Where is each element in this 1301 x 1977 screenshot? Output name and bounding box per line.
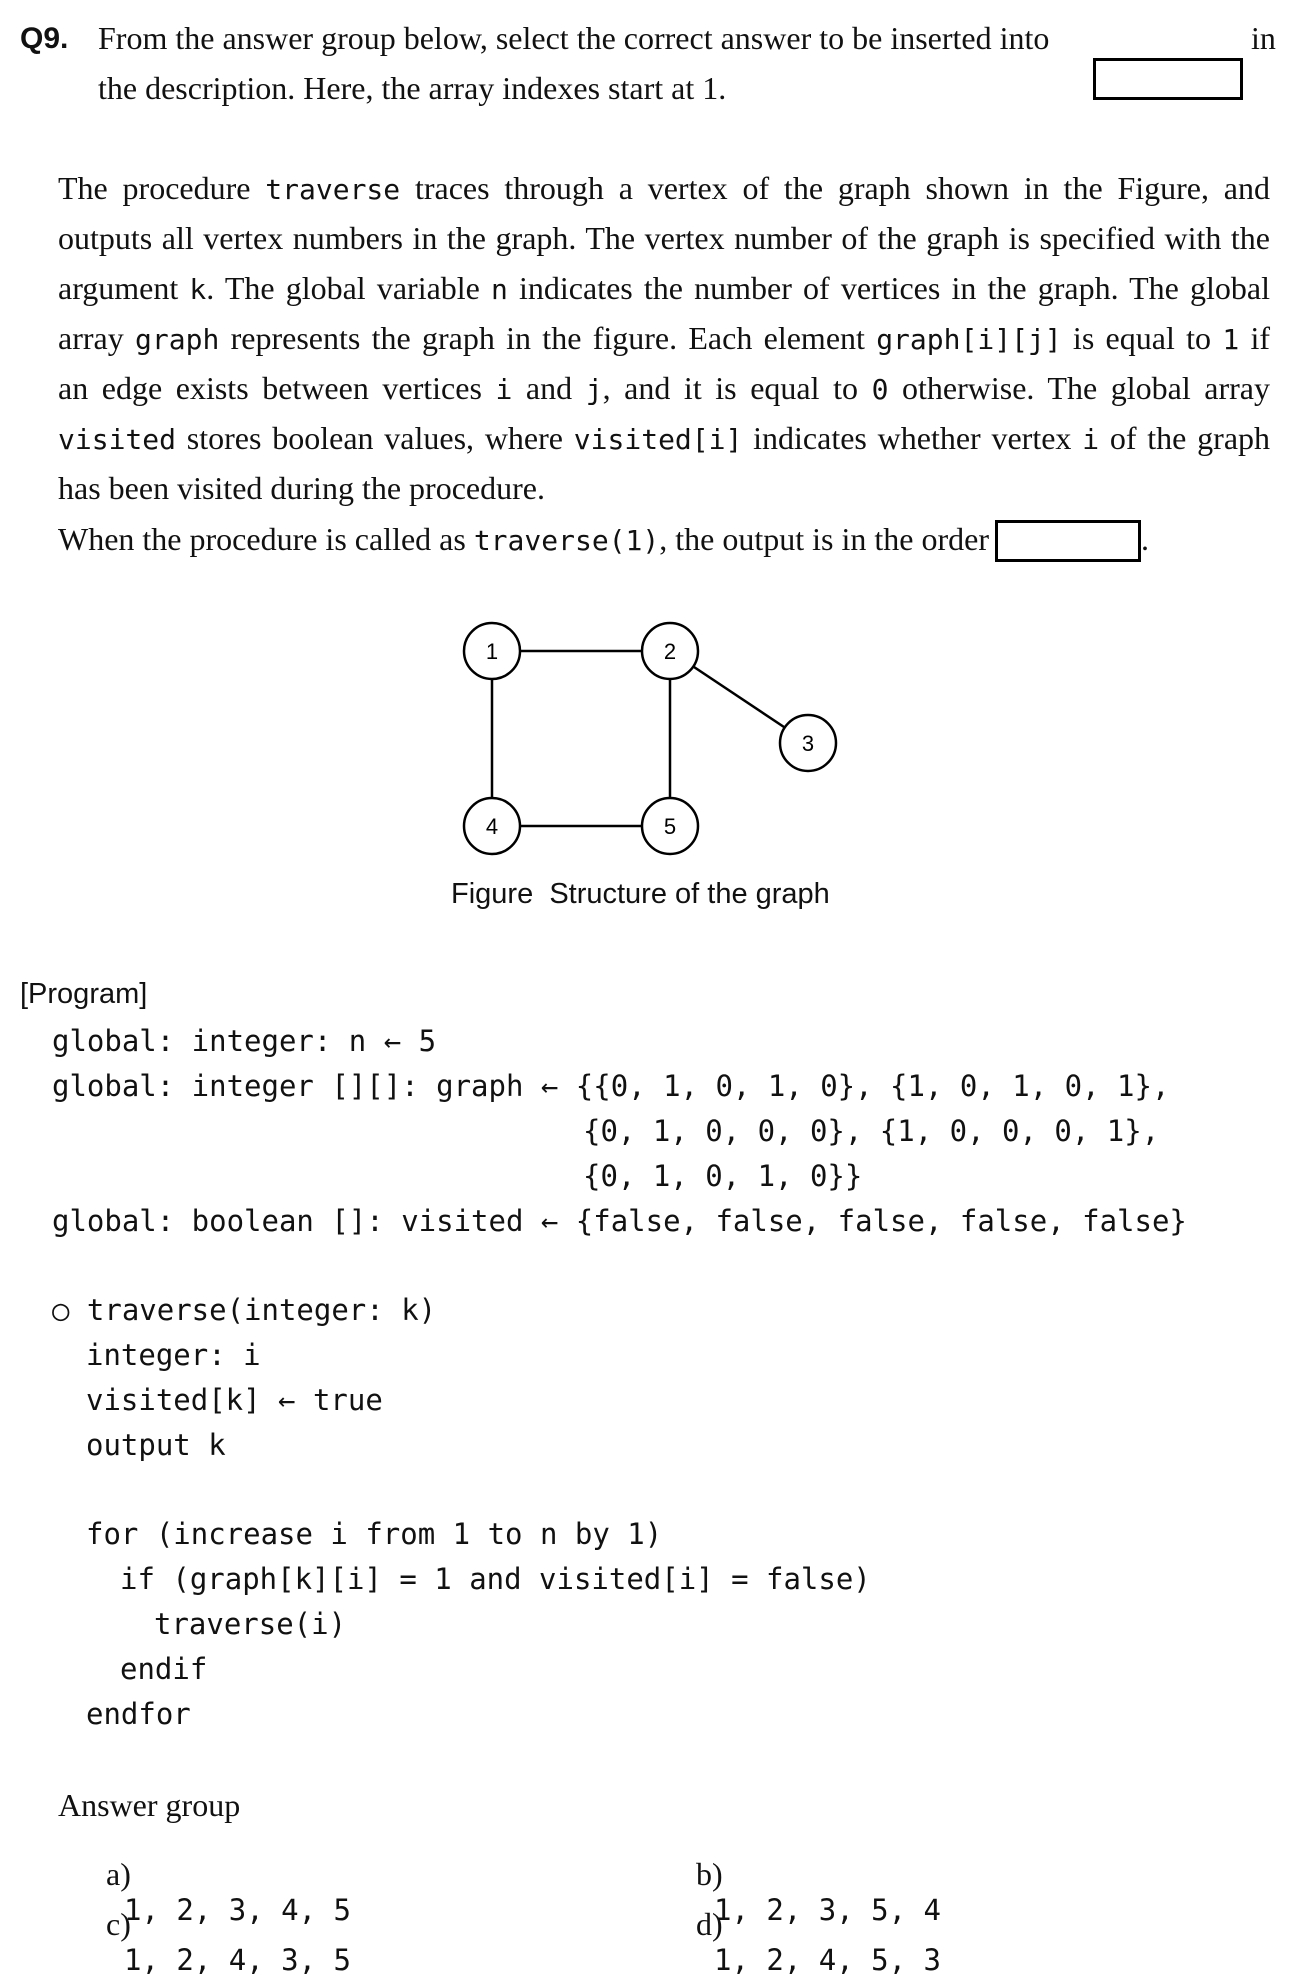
- question-line-1-end: in: [1251, 20, 1276, 56]
- code-zero: 0: [871, 373, 889, 406]
- svg-text:2: 2: [663, 639, 677, 664]
- code-k: k: [189, 273, 207, 306]
- svg-text:5: 5: [663, 814, 677, 839]
- question-number: Q9.: [20, 22, 69, 55]
- answer-blank-header: [1093, 22, 1243, 118]
- svg-text:1: 1: [485, 639, 499, 664]
- program-line-visit: visited[k] ← true: [86, 1383, 383, 1417]
- svg-text:4: 4: [485, 814, 499, 839]
- code-one: 1: [1222, 323, 1240, 356]
- answer-option-c[interactable]: [98, 1888, 351, 1977]
- code-traverse-1: traverse(1): [473, 524, 660, 557]
- option-c-label: c): [106, 1906, 131, 1942]
- desc-line-3: argument k. The global variable n indicates the number of vertices in the graph. The global: [58, 270, 1271, 306]
- program-line-endfor: endfor: [86, 1697, 191, 1731]
- code-visited-i: visited[i]: [573, 423, 743, 456]
- graph-figure: [440, 615, 860, 865]
- program-line-global-visited: global: boolean []: visited ← {false, false, false, false, false}: [52, 1204, 1187, 1238]
- option-d-value: 1, 2, 4, 5, 3: [714, 1943, 941, 1977]
- desc-line-5: an edge exists between vertices i and j, and it is equal to 0 otherwise. The global array: [58, 370, 1271, 406]
- option-a-label: a): [106, 1856, 131, 1892]
- program-label: [Program]: [20, 978, 148, 1010]
- program-line-endif: endif: [120, 1652, 208, 1686]
- program-line-global-graph: global: integer [][]: graph ← {{0, 1, 0, 1, 0}, {1, 0, 1, 0, 1},: [52, 1069, 1170, 1103]
- code-traverse: traverse: [265, 173, 401, 206]
- option-b-label: b): [696, 1856, 723, 1892]
- program-line-for: for (increase i from 1 to n by 1): [86, 1517, 663, 1551]
- code-graph-ij: graph[i][j]: [876, 323, 1062, 356]
- svg-text:3: 3: [801, 731, 815, 756]
- vertex-3: [780, 715, 836, 771]
- option-a-value: 1, 2, 3, 4, 5: [124, 1893, 351, 1927]
- desc-line-6: visited stores boolean values, where visited[i] indicates whether vertex i of the graph: [58, 420, 1271, 456]
- option-c-value: 1, 2, 4, 3, 5: [124, 1943, 351, 1977]
- program-line-graph-cont-1: {0, 1, 0, 0, 0}, {1, 0, 0, 0, 1},: [583, 1114, 1160, 1148]
- code-graph: graph: [135, 323, 220, 356]
- vertex-4: [464, 798, 520, 854]
- figure-caption: Figure Structure of the graph: [451, 878, 830, 910]
- vertex-2: [642, 623, 698, 679]
- program-line-recurse: traverse(i): [154, 1607, 347, 1641]
- desc-line-7: has been visited during the procedure.: [58, 470, 545, 506]
- program-line-global-n: global: integer: n ← 5: [52, 1024, 437, 1058]
- program-line-procedure: ○ traverse(integer: k): [52, 1293, 437, 1327]
- desc-line-8: When the procedure is called as traverse(1), the output is in the order .: [58, 520, 1149, 562]
- option-d-label: d): [696, 1906, 723, 1942]
- program-line-if: if (graph[k][i] = 1 and visited[i] = false): [120, 1562, 871, 1596]
- answer-option-d[interactable]: [688, 1888, 941, 1977]
- option-b-value: 1, 2, 3, 5, 4: [714, 1893, 941, 1927]
- program-line-graph-cont-2: {0, 1, 0, 1, 0}}: [583, 1159, 863, 1193]
- desc-line-2: outputs all vertex numbers in the graph. The vertex number of the graph is specified with the: [58, 220, 1270, 256]
- answer-group-title: Answer group: [58, 1787, 241, 1823]
- code-vertex-i: i: [1082, 423, 1100, 456]
- code-n: n: [491, 273, 508, 306]
- code-j: j: [585, 373, 603, 406]
- answer-blank-inline: [995, 520, 1141, 562]
- program-line-decl-i: integer: i: [86, 1338, 261, 1372]
- program-line-output: output k: [86, 1428, 226, 1462]
- vertex-5: [642, 798, 698, 854]
- vertex-1: [464, 623, 520, 679]
- code-i: i: [495, 373, 513, 406]
- question-line-1: From the answer group below, select the correct answer to be inserted into: [98, 20, 1050, 56]
- desc-line-4: array graph represents the graph in the figure. Each element graph[i][j] is equal to 1 if: [58, 320, 1271, 356]
- code-visited: visited: [58, 423, 177, 456]
- question-line-2: the description. Here, the array indexes start at 1.: [98, 70, 727, 106]
- desc-line-1: The procedure traverse traces through a vertex of the graph shown in the Figure, and: [58, 170, 1271, 206]
